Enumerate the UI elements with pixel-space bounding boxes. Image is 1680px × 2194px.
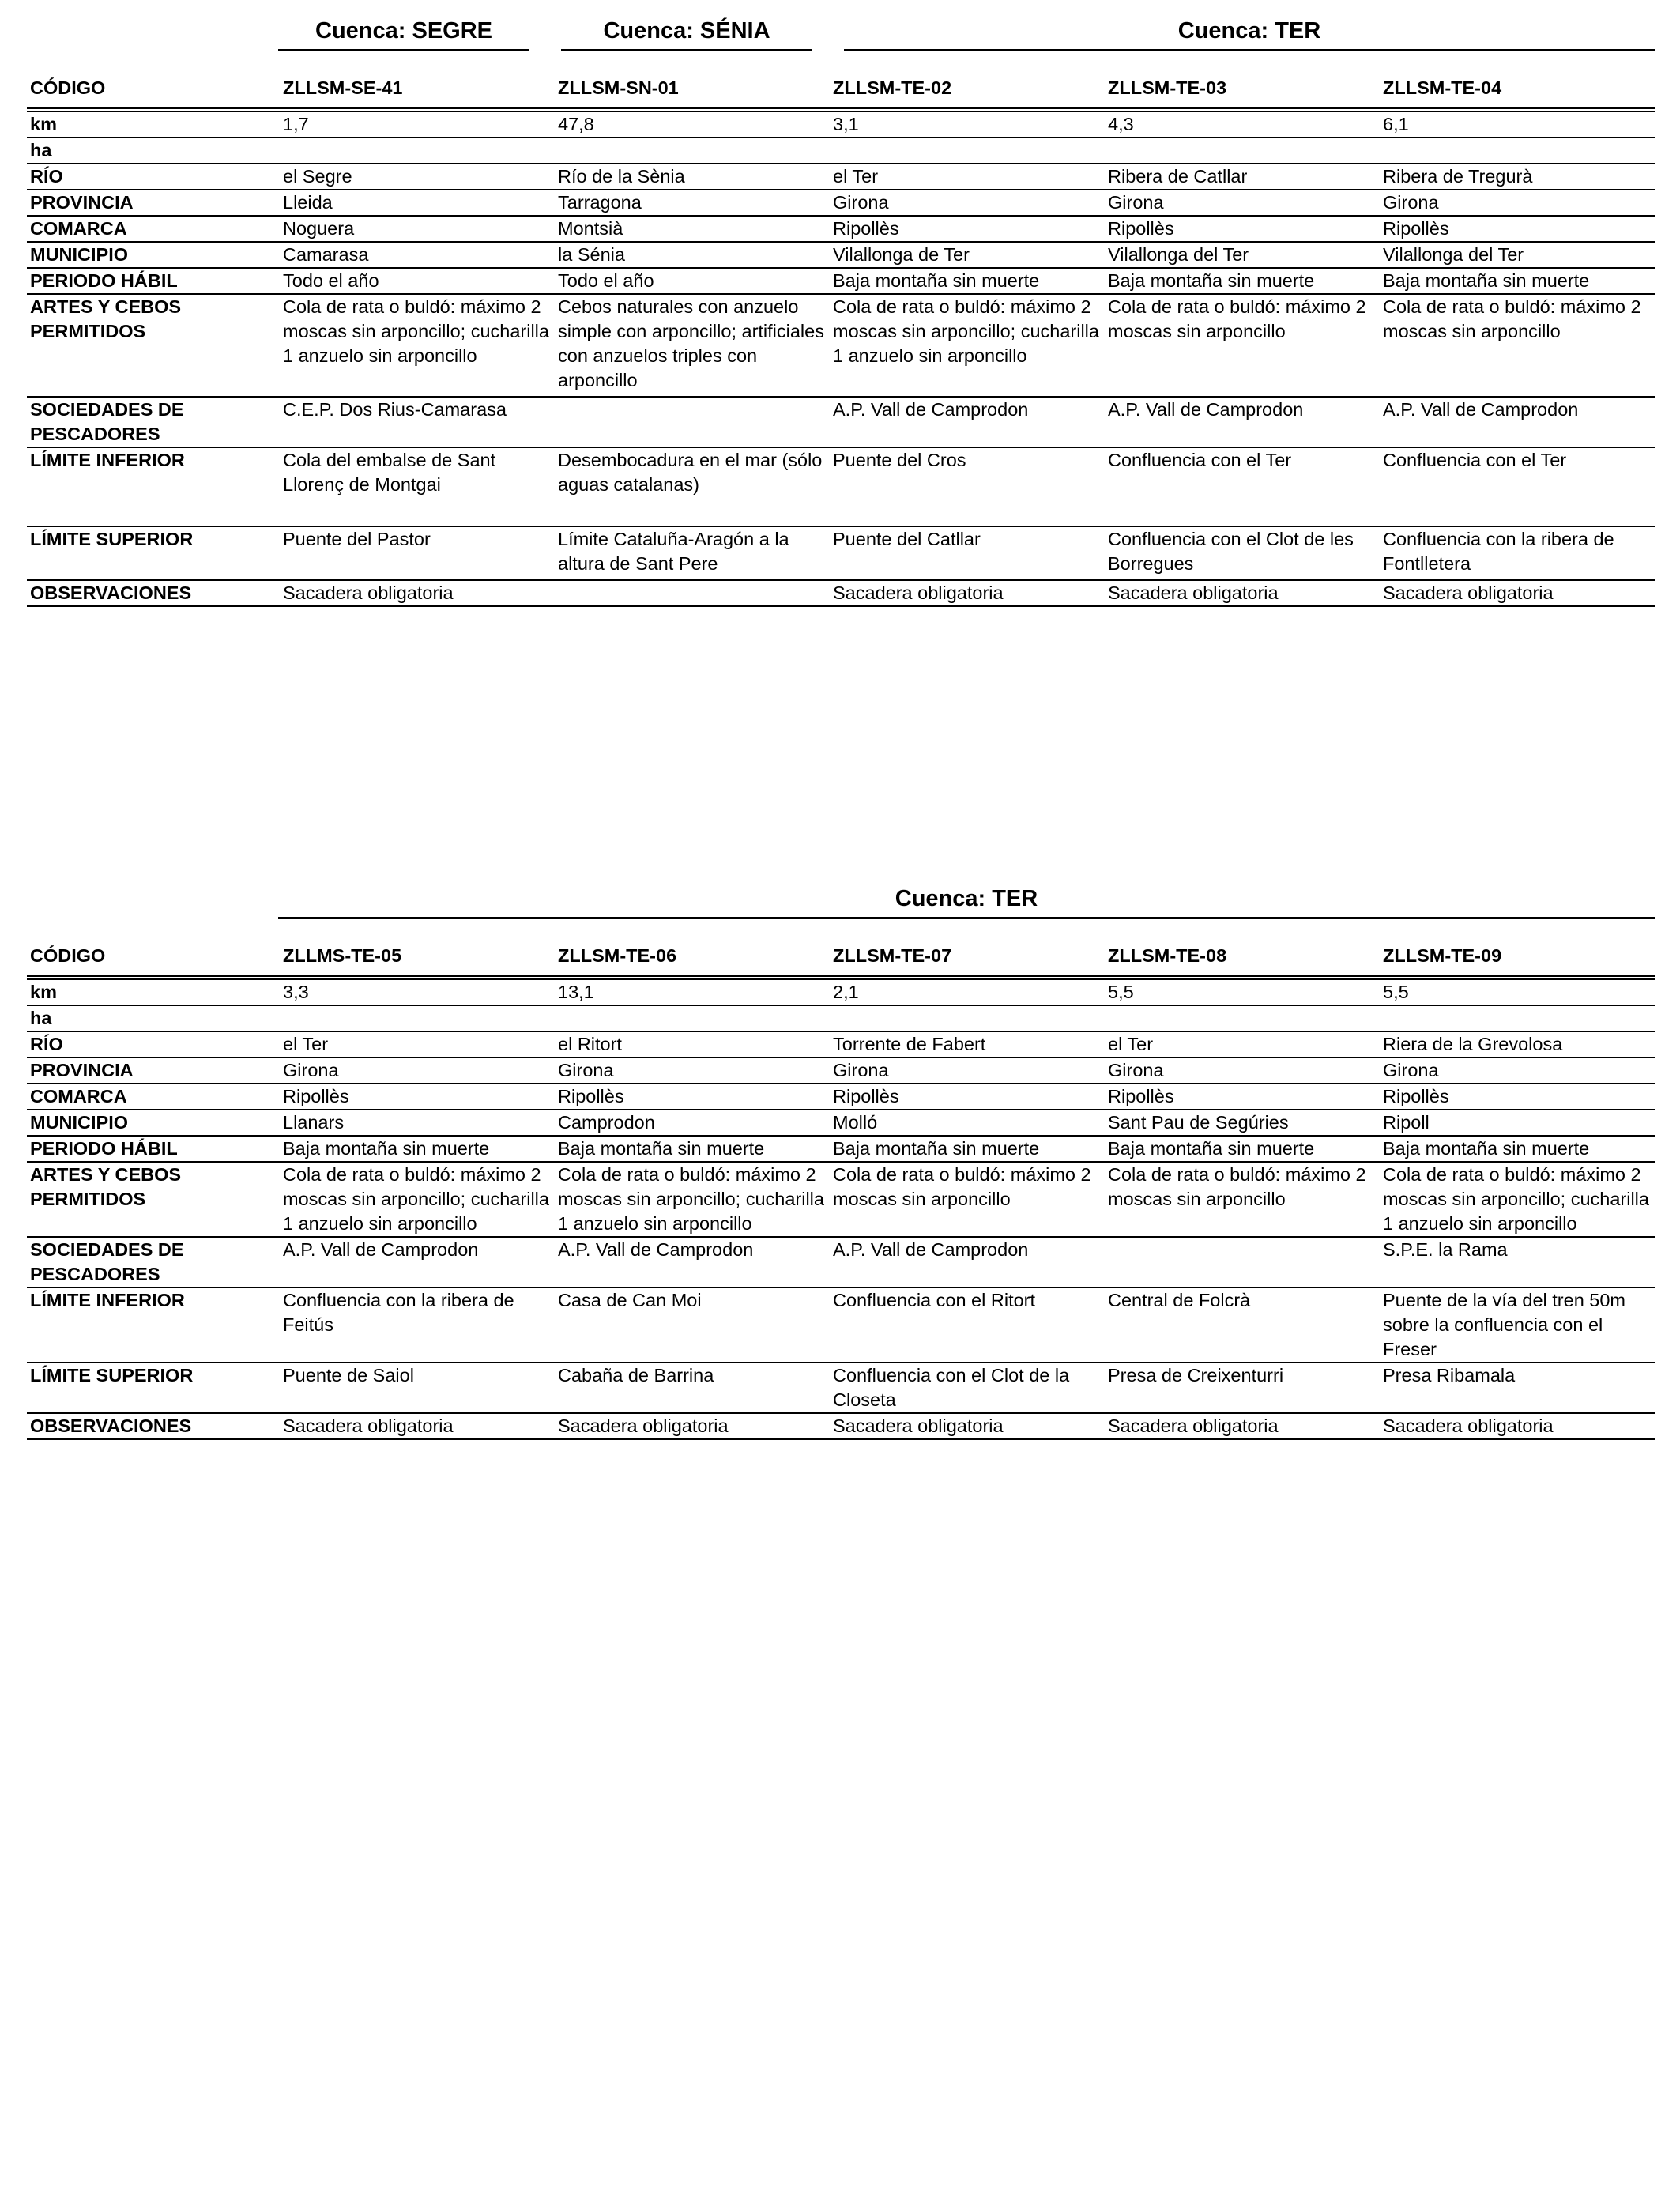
table-cell: Presa Ribamala — [1380, 1363, 1655, 1413]
table-cell: Cola de rata o buldó: máximo 2 moscas sin arponcillo — [1105, 294, 1380, 397]
table-cell: Sacadera obligatoria — [280, 1413, 555, 1439]
table-row — [27, 164, 1655, 190]
table-cell: Río de la Sènia — [555, 164, 830, 190]
table-cell: 6,1 — [1380, 110, 1655, 138]
table-cell: Vilallonga del Ter — [1380, 242, 1655, 268]
table-row — [27, 190, 1655, 216]
table-cell: 3,3 — [280, 978, 555, 1005]
row-label: PERIODO HÁBIL — [27, 268, 280, 294]
table-cell: Ripollès — [1105, 1084, 1380, 1110]
table-cell: Ripollès — [280, 1084, 555, 1110]
table-row — [27, 138, 1655, 164]
table-cell: el Ritort — [555, 1031, 830, 1057]
table-row — [27, 1057, 1655, 1084]
table-cell: 47,8 — [555, 110, 830, 138]
table-cell: Puente del Cros — [830, 447, 1105, 526]
table-cell: Sacadera obligatoria — [830, 1413, 1105, 1439]
row-label: RÍO — [27, 164, 280, 190]
table-cell — [1380, 1005, 1655, 1031]
table-cell: Baja montaña sin muerte — [1105, 1136, 1380, 1162]
table-cell: A.P. Vall de Camprodon — [1105, 397, 1380, 447]
table-cell: el Segre — [280, 164, 555, 190]
zone-code: ZLLSM-TE-03 — [1105, 76, 1380, 110]
table-cell: Sacadera obligatoria — [1380, 580, 1655, 606]
table-row — [27, 978, 1655, 1005]
table-cell: Confluencia con el Ter — [1380, 447, 1655, 526]
table-row — [27, 397, 1655, 447]
row-label: ARTES Y CEBOS PERMITIDOS — [27, 294, 280, 397]
table-cell: Cola del embalse de Sant Llorenç de Montgai — [280, 447, 555, 526]
table-cell: Tarragona — [555, 190, 830, 216]
table-row — [27, 1363, 1655, 1413]
table-cell: Noguera — [280, 216, 555, 242]
table-cell: Llanars — [280, 1110, 555, 1136]
row-label: PERIODO HÁBIL — [27, 1136, 280, 1162]
table-row — [27, 294, 1655, 397]
table-row — [27, 1031, 1655, 1057]
table-row — [27, 526, 1655, 580]
table-cell: Cabaña de Barrina — [555, 1363, 830, 1413]
table-cell: Ripollès — [555, 1084, 830, 1110]
table-cell: Confluencia con el Clot de la Closeta — [830, 1363, 1105, 1413]
table-cell: Ripollès — [1105, 216, 1380, 242]
zone-code: ZLLSM-TE-04 — [1380, 76, 1655, 110]
table-cell — [1105, 138, 1380, 164]
row-label: ha — [27, 1005, 280, 1031]
table-cell — [555, 397, 830, 447]
table-cell: Girona — [1105, 190, 1380, 216]
table-cell: A.P. Vall de Camprodon — [830, 1237, 1105, 1287]
row-label: PROVINCIA — [27, 1057, 280, 1084]
table-cell: 4,3 — [1105, 110, 1380, 138]
row-label: ha — [27, 138, 280, 164]
table-cell: 13,1 — [555, 978, 830, 1005]
zone-code: ZLLSM-SE-41 — [280, 76, 555, 110]
table-cell: Cola de rata o buldó: máximo 2 moscas sin arponcillo — [1105, 1162, 1380, 1237]
table-cell — [280, 138, 555, 164]
code-header-label: CÓDIGO — [27, 76, 280, 110]
row-label: MUNICIPIO — [27, 242, 280, 268]
table-row — [27, 1110, 1655, 1136]
row-label: OBSERVACIONES — [27, 1413, 280, 1439]
table-cell: Baja montaña sin muerte — [280, 1136, 555, 1162]
table-cell: Límite Cataluña-Aragón a la altura de Sant Pere — [555, 526, 830, 580]
table-cell: Montsià — [555, 216, 830, 242]
table-cell: Puente de la vía del tren 50m sobre la confluencia con el Freser — [1380, 1287, 1655, 1363]
row-label: km — [27, 110, 280, 138]
code-header-row — [27, 944, 1655, 978]
table-cell: 5,5 — [1380, 978, 1655, 1005]
table-cell: Confluencia con la ribera de Feitús — [280, 1287, 555, 1363]
table-cell: S.P.E. la Rama — [1380, 1237, 1655, 1287]
table-cell: Girona — [1105, 1057, 1380, 1084]
table-cell: Todo el año — [280, 268, 555, 294]
table-cell: Ribera de Tregurà — [1380, 164, 1655, 190]
table-cell — [1380, 138, 1655, 164]
table-cell — [1105, 1237, 1380, 1287]
table-cell: Torrente de Fabert — [830, 1031, 1105, 1057]
table-cell: Sacadera obligatoria — [1105, 1413, 1380, 1439]
table-cell: 5,5 — [1105, 978, 1380, 1005]
table-cell: Ripoll — [1380, 1110, 1655, 1136]
table-cell: Cola de rata o buldó: máximo 2 moscas sin arponcillo; cucharilla 1 anzuelo sin arponcillo — [280, 294, 555, 397]
table-cell: Girona — [830, 1057, 1105, 1084]
zones-table — [27, 76, 1655, 607]
table-cell: Camarasa — [280, 242, 555, 268]
table-cell: Cola de rata o buldó: máximo 2 moscas sin arponcillo; cucharilla 1 anzuelo sin arponcillo — [1380, 1162, 1655, 1237]
table-cell: Sacadera obligatoria — [1380, 1413, 1655, 1439]
table-row — [27, 1287, 1655, 1363]
table-cell: Vilallonga del Ter — [1105, 242, 1380, 268]
table-cell: Baja montaña sin muerte — [830, 268, 1105, 294]
table-cell: Cola de rata o buldó: máximo 2 moscas sin arponcillo; cucharilla 1 anzuelo sin arponcillo — [830, 294, 1105, 397]
table-cell: Ripollès — [830, 1084, 1105, 1110]
row-label: km — [27, 978, 280, 1005]
fishing-zones-table-1 — [27, 16, 1655, 607]
table-cell: Girona — [1380, 190, 1655, 216]
fishing-zones-table-2 — [27, 884, 1655, 1440]
table-cell: Confluencia con el Ter — [1105, 447, 1380, 526]
table-cell: Cola de rata o buldó: máximo 2 moscas sin arponcillo; cucharilla 1 anzuelo sin arponcillo — [555, 1162, 830, 1237]
table-cell: C.E.P. Dos Rius-Camarasa — [280, 397, 555, 447]
table-cell — [830, 1005, 1105, 1031]
table-row — [27, 1136, 1655, 1162]
table-cell: 2,1 — [830, 978, 1105, 1005]
table-cell: el Ter — [280, 1031, 555, 1057]
table-cell: Puente de Saiol — [280, 1363, 555, 1413]
row-label: RÍO — [27, 1031, 280, 1057]
table-cell: Sacadera obligatoria — [280, 580, 555, 606]
table-row — [27, 1237, 1655, 1287]
table-cell: Ripollès — [830, 216, 1105, 242]
basin-label: Cuenca: SÉNIA — [561, 16, 812, 51]
basin-label: Cuenca: SEGRE — [278, 16, 529, 51]
row-label: LÍMITE INFERIOR — [27, 447, 280, 526]
table-row — [27, 268, 1655, 294]
zone-code: ZLLSM-TE-06 — [555, 944, 830, 978]
zone-code: ZLLSM-TE-09 — [1380, 944, 1655, 978]
basin-label: Cuenca: TER — [278, 884, 1655, 919]
table-cell: Baja montaña sin muerte — [830, 1136, 1105, 1162]
row-label: MUNICIPIO — [27, 1110, 280, 1136]
table-cell: Baja montaña sin muerte — [555, 1136, 830, 1162]
table-cell: Cebos naturales con anzuelo simple con arponcillo; artificiales con anzuelos triples con arponcillo — [555, 294, 830, 397]
table-cell: A.P. Vall de Camprodon — [555, 1237, 830, 1287]
row-label: LÍMITE INFERIOR — [27, 1287, 280, 1363]
code-header-row — [27, 76, 1655, 110]
zones-table — [27, 944, 1655, 1440]
basin-header-row — [27, 884, 1655, 918]
row-label: COMARCA — [27, 1084, 280, 1110]
table-cell: Desembocadura en el mar (sólo aguas catalanas) — [555, 447, 830, 526]
row-label: SOCIEDADES DE PESCADORES — [27, 397, 280, 447]
table-cell: Confluencia con la ribera de Fontlletera — [1380, 526, 1655, 580]
table-cell: Cola de rata o buldó: máximo 2 moscas sin arponcillo — [830, 1162, 1105, 1237]
table-row — [27, 1413, 1655, 1439]
table-cell: Girona — [830, 190, 1105, 216]
table-cell: Girona — [555, 1057, 830, 1084]
table-row — [27, 447, 1655, 526]
table-cell: Confluencia con el Clot de les Borregues — [1105, 526, 1380, 580]
table-cell: Sacadera obligatoria — [1105, 580, 1380, 606]
basin-header-row — [27, 16, 1655, 51]
table-cell: Sacadera obligatoria — [830, 580, 1105, 606]
row-label: OBSERVACIONES — [27, 580, 280, 606]
table-cell: Girona — [280, 1057, 555, 1084]
table-cell: Todo el año — [555, 268, 830, 294]
row-label: LÍMITE SUPERIOR — [27, 1363, 280, 1413]
zone-code: ZLLMS-TE-05 — [280, 944, 555, 978]
table-cell: Sacadera obligatoria — [555, 1413, 830, 1439]
table-cell: Cola de rata o buldó: máximo 2 moscas sin arponcillo — [1380, 294, 1655, 397]
table-cell: Sant Pau de Segúries — [1105, 1110, 1380, 1136]
table-cell: A.P. Vall de Camprodon — [830, 397, 1105, 447]
table-cell: A.P. Vall de Camprodon — [1380, 397, 1655, 447]
row-label: ARTES Y CEBOS PERMITIDOS — [27, 1162, 280, 1237]
table-cell: Cola de rata o buldó: máximo 2 moscas sin arponcillo; cucharilla 1 anzuelo sin arponcillo — [280, 1162, 555, 1237]
table-cell: 3,1 — [830, 110, 1105, 138]
table-cell: el Ter — [1105, 1031, 1380, 1057]
table-cell: 1,7 — [280, 110, 555, 138]
code-header-label: CÓDIGO — [27, 944, 280, 978]
table-cell: Camprodon — [555, 1110, 830, 1136]
table-cell: Ripollès — [1380, 216, 1655, 242]
row-label: LÍMITE SUPERIOR — [27, 526, 280, 580]
table-cell: A.P. Vall de Camprodon — [280, 1237, 555, 1287]
zone-code: ZLLSM-TE-07 — [830, 944, 1105, 978]
table-cell — [555, 580, 830, 606]
table-cell: Baja montaña sin muerte — [1380, 1136, 1655, 1162]
table-cell — [555, 138, 830, 164]
table-cell: la Sénia — [555, 242, 830, 268]
basin-label: Cuenca: TER — [844, 16, 1655, 51]
table-cell: Ripollès — [1380, 1084, 1655, 1110]
zone-code: ZLLSM-SN-01 — [555, 76, 830, 110]
table-cell — [830, 138, 1105, 164]
table-row — [27, 1005, 1655, 1031]
table-row — [27, 580, 1655, 606]
table-cell: Puente del Catllar — [830, 526, 1105, 580]
table-row — [27, 110, 1655, 138]
table-cell: el Ter — [830, 164, 1105, 190]
zone-code: ZLLSM-TE-08 — [1105, 944, 1380, 978]
table-cell: Vilallonga de Ter — [830, 242, 1105, 268]
table-cell: Presa de Creixenturri — [1105, 1363, 1380, 1413]
table-cell: Molló — [830, 1110, 1105, 1136]
table-cell: Confluencia con el Ritort — [830, 1287, 1105, 1363]
table-cell — [555, 1005, 830, 1031]
zone-code: ZLLSM-TE-02 — [830, 76, 1105, 110]
table-cell: Ribera de Catllar — [1105, 164, 1380, 190]
table-row — [27, 1162, 1655, 1237]
table-cell: Central de Folcrà — [1105, 1287, 1380, 1363]
row-label: COMARCA — [27, 216, 280, 242]
table-cell: Riera de la Grevolosa — [1380, 1031, 1655, 1057]
table-cell: Girona — [1380, 1057, 1655, 1084]
table-cell: Baja montaña sin muerte — [1380, 268, 1655, 294]
row-label: PROVINCIA — [27, 190, 280, 216]
table-cell: Baja montaña sin muerte — [1105, 268, 1380, 294]
table-row — [27, 216, 1655, 242]
table-cell: Puente del Pastor — [280, 526, 555, 580]
table-cell — [280, 1005, 555, 1031]
table-row — [27, 242, 1655, 268]
table-cell: Casa de Can Moi — [555, 1287, 830, 1363]
table-cell — [1105, 1005, 1380, 1031]
row-label: SOCIEDADES DE PESCADORES — [27, 1237, 280, 1287]
table-row — [27, 1084, 1655, 1110]
table-cell: Lleida — [280, 190, 555, 216]
